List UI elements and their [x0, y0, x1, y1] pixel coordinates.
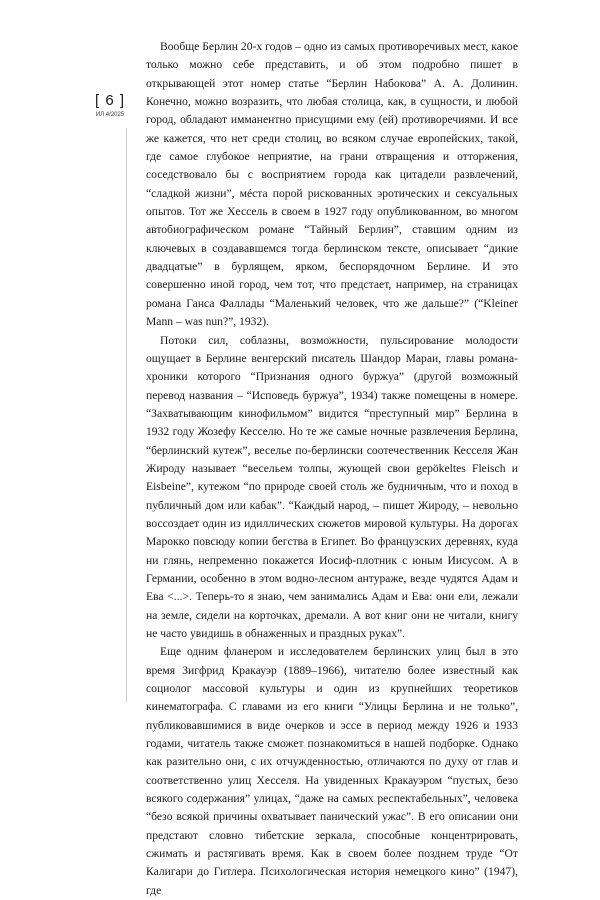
paragraph-1: Вообще Берлин 20-х годов – одно из самых противоречивых мест, какое только можно себе представить, и об этом подробно пишет в открывающей этот номер статье “Берлин Набокова” А. А. Долинин. Конечно, можно возразить, что любая столица, как, в сущности, и любой город, обладают имманентно присущими ему (ей) противоречиями. И все же кажется, что нет среди столиц, во всяком случае европейских, такой, где самое глубокое неприятие, на грани отвращения и отторжения, соседствовало бы с восприятием города как цитадели развлечений, “сладкой жизни”, мéста порой рискованных эротических и сексуальных опытов. Тот же Хессель в своем в 1927 году опубликованном, во многом автобиографическом романе “Тайный Берлин”, ставшим одним из ключевых в создававшемся тогда берлинском тексте, описывает “дикие двадцатые” в бурлящем, ярком, беспорядочном Берлине. И это совершенно иной город, чем тот, что предстает, например, на страницах романа Ганса Фаллады “Маленький человек, что же дальше?” (“Kleiner Mann – was nun?”, 1932).	[146, 40, 518, 329]
issue-label: ИЛ 4/2025	[95, 112, 125, 118]
page-number: [ 6 ]	[94, 92, 125, 109]
paragraph-2: Потоки сил, соблазны, возможности, пульсирование молодости ощущает в Берлине венгерский писатель Шандор Мараи, главы романа-хроники которого “Признания одного буржуа” (другой возможный перевод названия – “Исповедь буржуа”, 1934) также помещены в номере. “Захватывающим кинофильмом” видится “преступный мир” Берлина в 1932 году Жозефу Кесселю. Но те же самые ночные развлечения Берлина, “берлинский кутеж”, веселье по-берлински соотечественник Кесселя Жан Жироду называет “весельем толпы, жующей свои gepökeltes Fleisch и Eisbeine”, кутежом “по природе своей столь же будничным, что и поход в публичный дом или кабак”. “Каждый народ, – пишет Жироду, – невольно воссоздает один из идиллических сюжетов мировой культуры. На дорогах Марокко повсюду копии бегства в Египет. Во французских деревнях, куда ни глянь, непременно покажется Иосиф-плотник с юным Иисусом. А в Германии, особенно в этом водно-лесном антураже, везде чудятся Адам и Ева <...>. Теперь-то я знаю, чем занимались Адам и Ева: они ели, лежали на земле, сидели на корточках, дремали. А вот книг они не читали, книгу не часто увидишь в обнаженных и праздных руках”.	[146, 333, 518, 640]
paragraph-3: Еще одним фланером и исследователем берлинских улиц был в это время Зигфрид Кракауэр (1889–1966), читателю более известный как социолог массовой культуры и один из крупнейших теоретиков кинематографа. С главами из его книги “Улицы Берлина и не только”, публиковавшимися в виде очерков и эссе в период между 1926 и 1933 годами, читатель также сможет познакомиться в нашей подборке. Однако как разительно они, с их отчужденностью, отличаются по духу от глав и соответственно улиц Хесселя. На увиденных Кракауэром “пустых, безо всякого содержания” улицах, “даже на самых респектабельных”, человека “безо всякой причины охватывает панический ужас”. В его описании они предстают словно тибетские зеркала, способные концентрировать, сжимать и растягивать время. Как в своем более позднем труде “От Калигари до Гитлера. Психологическая история немецкого кино” (1947), где	[146, 645, 518, 897]
article-body	[146, 38, 518, 900]
margin-rule	[126, 128, 127, 703]
